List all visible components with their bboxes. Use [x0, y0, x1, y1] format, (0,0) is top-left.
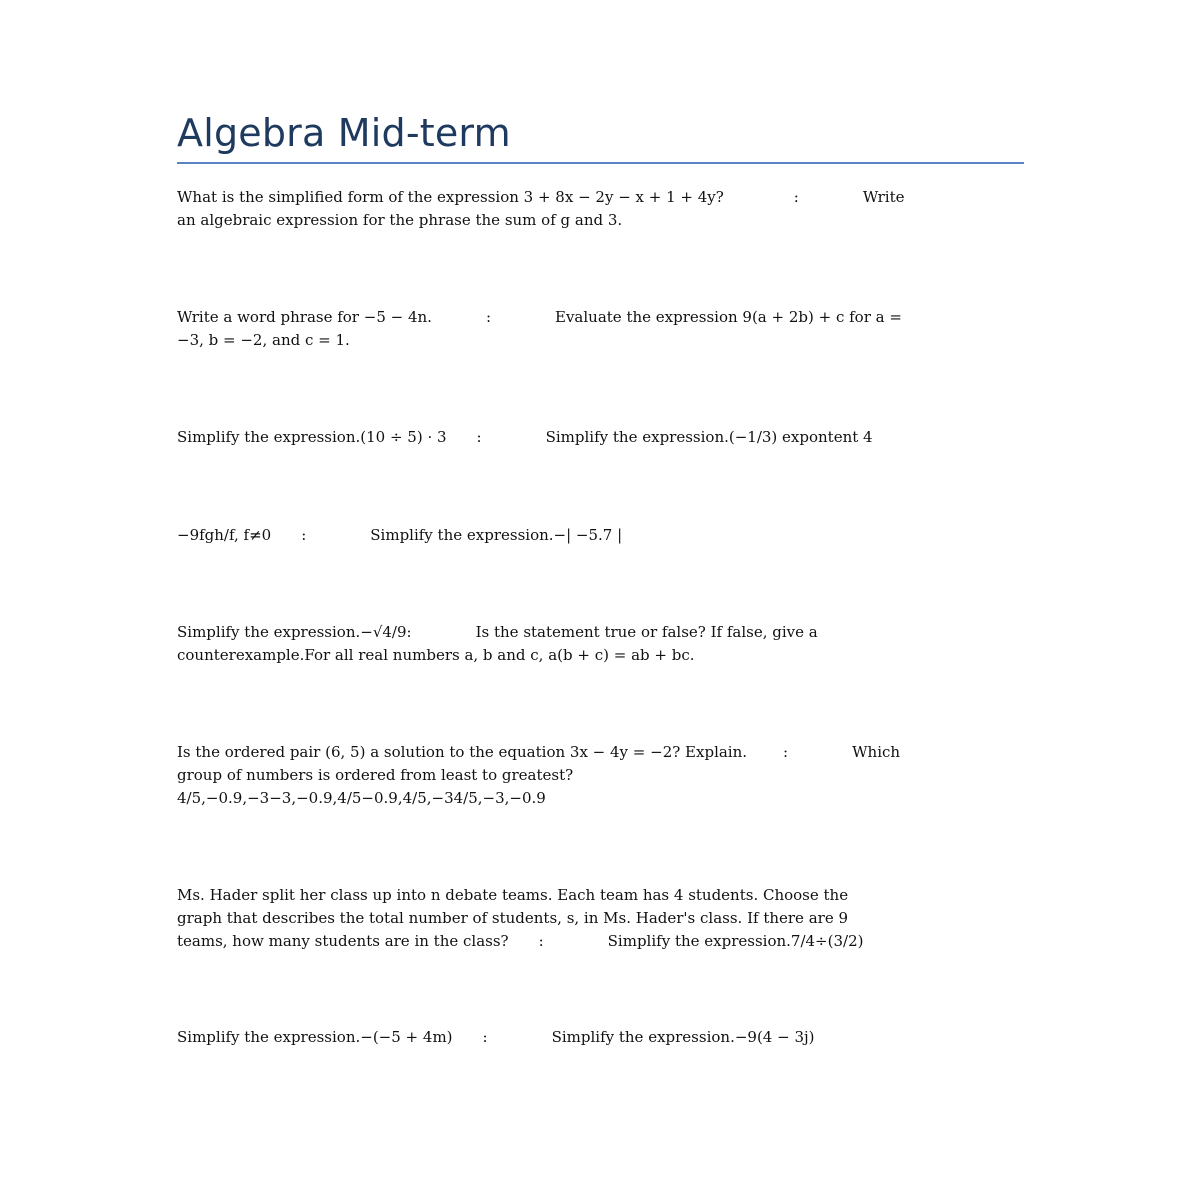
question-12-text-mid: group of numbers is ordered from least to greatest?	[177, 765, 574, 784]
question-pair-3	[177, 426, 1023, 449]
question-7-text: −9fgh/f, f≠0	[177, 526, 272, 544]
question-4-text-end: −3, b = −2, and c = 1.	[177, 330, 350, 349]
question-12-text-end: 4/5,−0.9,−3−3,−0.9,4/5−0.9,4/5,−34/5,−3,−0.9	[177, 788, 546, 807]
question-2-text-start: Write	[862, 188, 905, 206]
question-13-text-line-2: graph that describes the total number of students, s, in Ms. Hader's class. If there are 9	[177, 908, 849, 927]
question-6-text: Simplify the expression.(−1/3) expontent 4	[545, 428, 873, 446]
question-pair-6	[177, 741, 1023, 809]
question-13-text-line-1: Ms. Hader split her class up into n debate teams. Each team has 4 students. Choose the	[177, 886, 849, 904]
question-5-text: Simplify the expression.(10 ÷ 5) · 3	[177, 428, 447, 446]
question-13-text-line-3: teams, how many students are in the class?	[177, 931, 509, 950]
question-separator: :	[482, 1028, 488, 1046]
question-separator: :	[538, 931, 544, 950]
question-pair-4	[177, 524, 1023, 547]
question-2-text-end: an algebraic expression for the phrase the sum of g and 3.	[177, 210, 623, 229]
question-separator: :	[476, 428, 482, 446]
question-11-text: Is the ordered pair (6, 5) a solution to the equation 3x − 4y = −2? Explain.	[177, 743, 748, 761]
question-16-text: Simplify the expression.−9(4 − 3j)	[551, 1028, 815, 1046]
question-separator: :	[783, 743, 789, 761]
question-15-text: Simplify the expression.−(−5 + 4m)	[177, 1028, 453, 1046]
question-pair-7	[177, 884, 1023, 952]
question-3-text: Write a word phrase for −5 − 4n.	[177, 308, 432, 326]
question-9-text: Simplify the expression.−√4/9	[177, 623, 407, 641]
question-pair-1	[177, 186, 1023, 232]
title-divider	[177, 162, 1024, 164]
question-8-text: Simplify the expression.−| −5.7 |	[370, 526, 623, 544]
question-separator: :	[793, 188, 799, 206]
question-separator: :	[485, 308, 491, 326]
question-pair-8	[177, 1026, 1023, 1049]
question-pair-5	[177, 621, 1023, 667]
question-10-text-end: counterexample.For all real numbers a, b and c, a(b + c) = ab + bc.	[177, 645, 695, 664]
question-separator: :	[406, 623, 412, 641]
question-10-text-start: Is the statement true or false? If false, give a	[475, 623, 818, 641]
question-separator: :	[301, 526, 307, 544]
question-14-text: Simplify the expression.7/4÷(3/2)	[607, 931, 864, 950]
page-title: Algebra Mid-term	[177, 111, 511, 155]
question-1-text: What is the simplified form of the expression 3 + 8x − 2y − x + 1 + 4y?	[177, 188, 724, 206]
question-pair-2	[177, 306, 1023, 352]
question-12-text-start: Which	[852, 743, 901, 761]
question-4-text-start: Evaluate the expression 9(a + 2b) + c for a =	[555, 308, 902, 326]
